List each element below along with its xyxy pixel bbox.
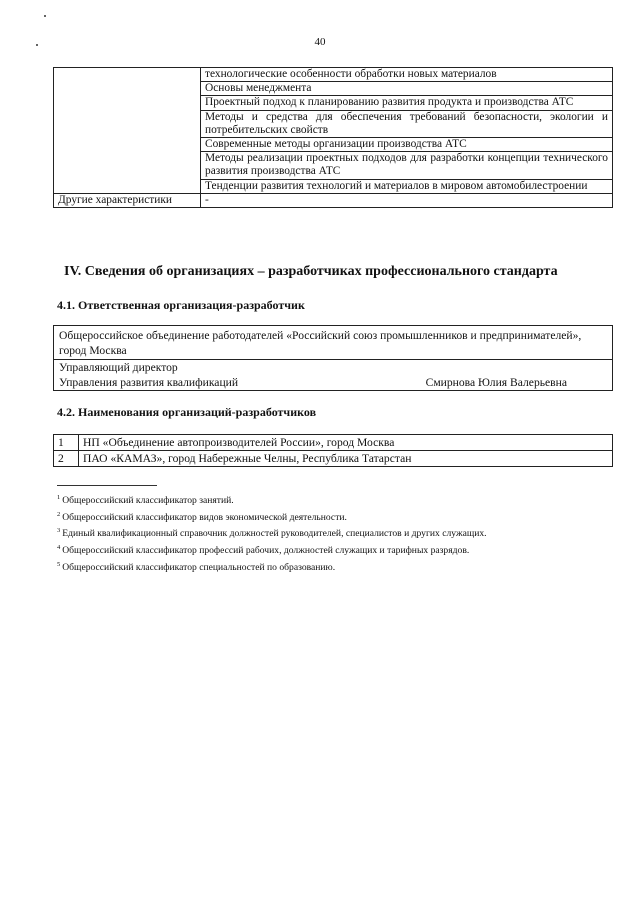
knowledge-item: Современные методы организации производства АТС <box>201 138 613 152</box>
knowledge-item: технологические особенности обработки новых материалов <box>201 68 613 82</box>
footnote: $^3$ Единый квалификационный справочник должностей руководителей, специалистов и других служащих. <box>57 527 487 540</box>
knowledge-item: Методы реализации проектных подходов для разработки концепции технического развития производства АТС <box>201 152 613 179</box>
row-number: 2 <box>54 451 79 467</box>
footnote-rule <box>57 485 157 486</box>
empty-label-cell <box>54 68 201 194</box>
footnotes <box>57 491 487 574</box>
subsection-title-responsible: 4.1. Ответственная организация-разработчик <box>57 298 305 312</box>
director-cell <box>54 360 613 391</box>
footnote: $^4$ Общероссийский классификатор профессий рабочих, должностей служащих и тарифных разрядов. <box>57 544 470 557</box>
knowledge-table <box>53 67 613 208</box>
org-name-cell: Общероссийское объединение работодателей «Российский союз промышленников и предпринимателей», город Москва <box>54 326 613 360</box>
row-number: 1 <box>54 435 79 451</box>
footnote: $^1$ Общероссийский классификатор занятий. <box>57 494 234 507</box>
table-row <box>54 451 613 467</box>
other-characteristics-value: - <box>201 193 613 207</box>
knowledge-item: Основы менеджмента <box>201 82 613 96</box>
page-number: 40 <box>314 36 326 48</box>
position-line1: Управляющий директор <box>59 361 178 374</box>
footnote: $^2$ Общероссийский классификатор видов экономической деятельности. <box>57 510 347 523</box>
knowledge-item: Тенденции развития технологий и материалов в мировом автомобилестроении <box>201 179 613 193</box>
footnote: $^5$ Общероссийский классификатор специальностей по образованию. <box>57 560 336 573</box>
responsible-org-table <box>53 325 613 391</box>
developer-name: ПАО «КАМАЗ», город Набережные Челны, Республика Татарстан <box>79 451 613 467</box>
other-characteristics-label: Другие характеристики <box>54 193 201 207</box>
position-line2: Управления развития квалификаций <box>59 376 239 389</box>
developer-name: НП «Объединение автопроизводителей России», город Москва <box>79 435 613 451</box>
subsection-title-developers: 4.2. Наименования организаций-разработчиков <box>57 405 317 419</box>
knowledge-item: Методы и средства для обеспечения требований безопасности, экологии и потребительских свойств <box>201 110 613 137</box>
scan-dot <box>44 15 46 17</box>
table-row <box>54 435 613 451</box>
developers-table <box>53 434 613 467</box>
person-name: Смирнова Юлия Валерьевна <box>425 376 567 389</box>
section-title: IV. Сведения об организациях – разработчиках профессионального стандарта <box>64 264 558 279</box>
knowledge-item: Проектный подход к планированию развития продукта и производства АТС <box>201 96 613 110</box>
